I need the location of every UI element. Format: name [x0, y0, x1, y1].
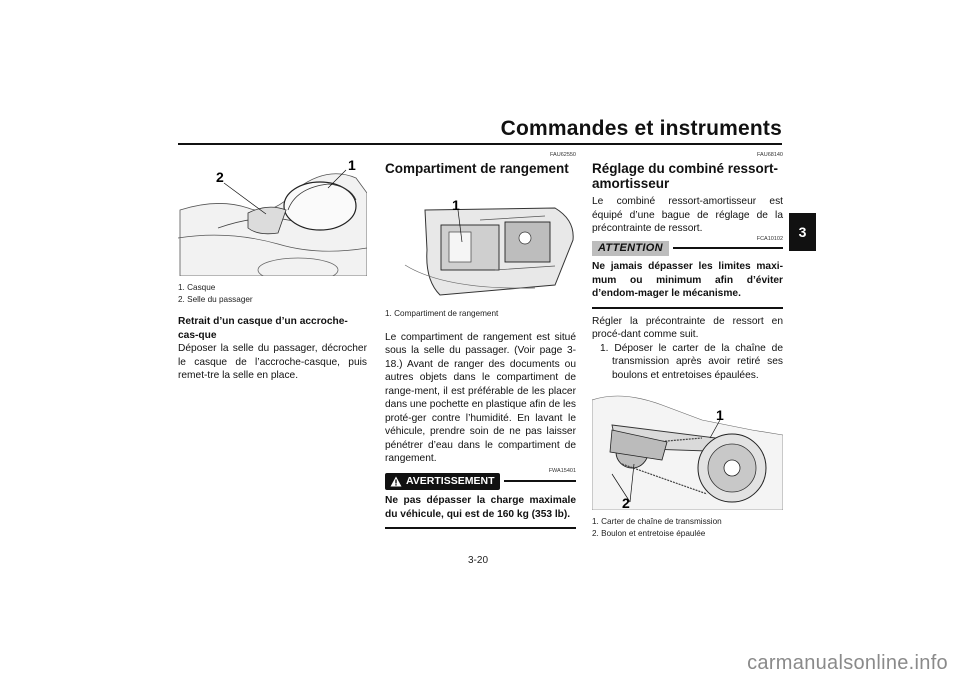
- caption-1: 1. Compartiment de rangement: [385, 309, 499, 318]
- page-header-title: Commandes et instruments: [500, 117, 782, 140]
- figure-callout-1: 1: [716, 407, 724, 423]
- figure-callout-2: 2: [216, 169, 224, 185]
- storage-figure: [385, 180, 576, 300]
- section-code: FAU62550: [550, 152, 576, 158]
- attention-text: Ne jamais dépasser les limites maxi-mum ou minimum afin d’éviter d’endom-mager le mécanisme.: [592, 261, 783, 299]
- caption-1: 1. Casque: [178, 283, 216, 292]
- figure-captions: [592, 516, 783, 539]
- attention-label: ATTENTION: [592, 241, 669, 257]
- shock-body: Régler la précontrainte de ressort en procé-dant comme suit.: [592, 315, 783, 340]
- shock-step-1: 1. Déposer le carter de la chaîne de transmission après avoir retiré ses boulons et entretoises épaulées.: [600, 342, 783, 381]
- figure-captions: [385, 308, 576, 320]
- column-helmet: [178, 148, 367, 383]
- site-watermark: carmanualsonline.info: [747, 652, 948, 674]
- attention-rule: [673, 247, 783, 249]
- figure-captions: [178, 282, 367, 305]
- warning-rule: [504, 480, 576, 482]
- helmet-body: Déposer la selle du passager, décrocher le casque de l’accroche-casque, puis remet-tre la selle en place.: [178, 343, 367, 381]
- page-number: 3-20: [468, 555, 489, 566]
- helmet-subheading: Retrait d’un casque d’un accroche-cas-que: [178, 316, 348, 341]
- helmet-illustration: [178, 148, 367, 276]
- figure-callout-1: 1: [452, 197, 460, 213]
- attention-end-rule: [592, 307, 783, 309]
- column-shock-absorber: [592, 148, 783, 539]
- shock-intro: Le combiné ressort-amortisseur est équipé d’une bague de réglage de la précontrainte de ressort.: [592, 196, 783, 234]
- chain-illustration: [592, 390, 783, 510]
- column-storage: [385, 148, 576, 529]
- caption-2: 2. Selle du passager: [178, 294, 253, 304]
- warning-end-rule: [385, 527, 576, 529]
- warning-triangle-icon: [390, 476, 402, 487]
- attention-code: FCA10102: [756, 235, 783, 242]
- section-title: Compartiment de rangement: [385, 161, 569, 176]
- chapter-tab: 3: [789, 213, 816, 251]
- caption-2: 2. Boulon et entretoise épaulée: [592, 528, 706, 538]
- warning-label: [385, 473, 500, 491]
- warning-label-text: AVERTISSEMENT: [406, 474, 495, 487]
- warning-code: FWA15401: [548, 467, 576, 474]
- attention-banner: [592, 241, 783, 257]
- header-rule: [178, 143, 782, 145]
- warning-text: Ne pas dépasser la charge maximale du véhicule, qui est de 160 kg (353 lb).: [385, 495, 576, 520]
- storage-body: Le compartiment de rangement est situé sous la selle du passager. (Voir page 3-18.) Avant de ranger des documents ou autres objets dans le compartiment de range-ment, il est préférable de les placer dans une pochette en plastique afin de les proté-ger contre l’humidité. En lavant le véhicule, prendre soin de ne pas laisser pénétrer d’eau dans le compartiment de rangement.: [385, 331, 576, 464]
- figure-callout-1: 1: [348, 157, 356, 173]
- section-code: FAU68140: [757, 152, 783, 158]
- figure-callout-2: 2: [622, 495, 630, 510]
- caption-1: 1. Carter de chaîne de transmission: [592, 517, 722, 526]
- section-title: Réglage du combiné ressort-amortisseur: [592, 161, 779, 191]
- warning-banner: [385, 473, 576, 491]
- helmet-figure: [178, 148, 367, 276]
- chain-figure: [592, 390, 783, 510]
- storage-illustration: [385, 180, 576, 300]
